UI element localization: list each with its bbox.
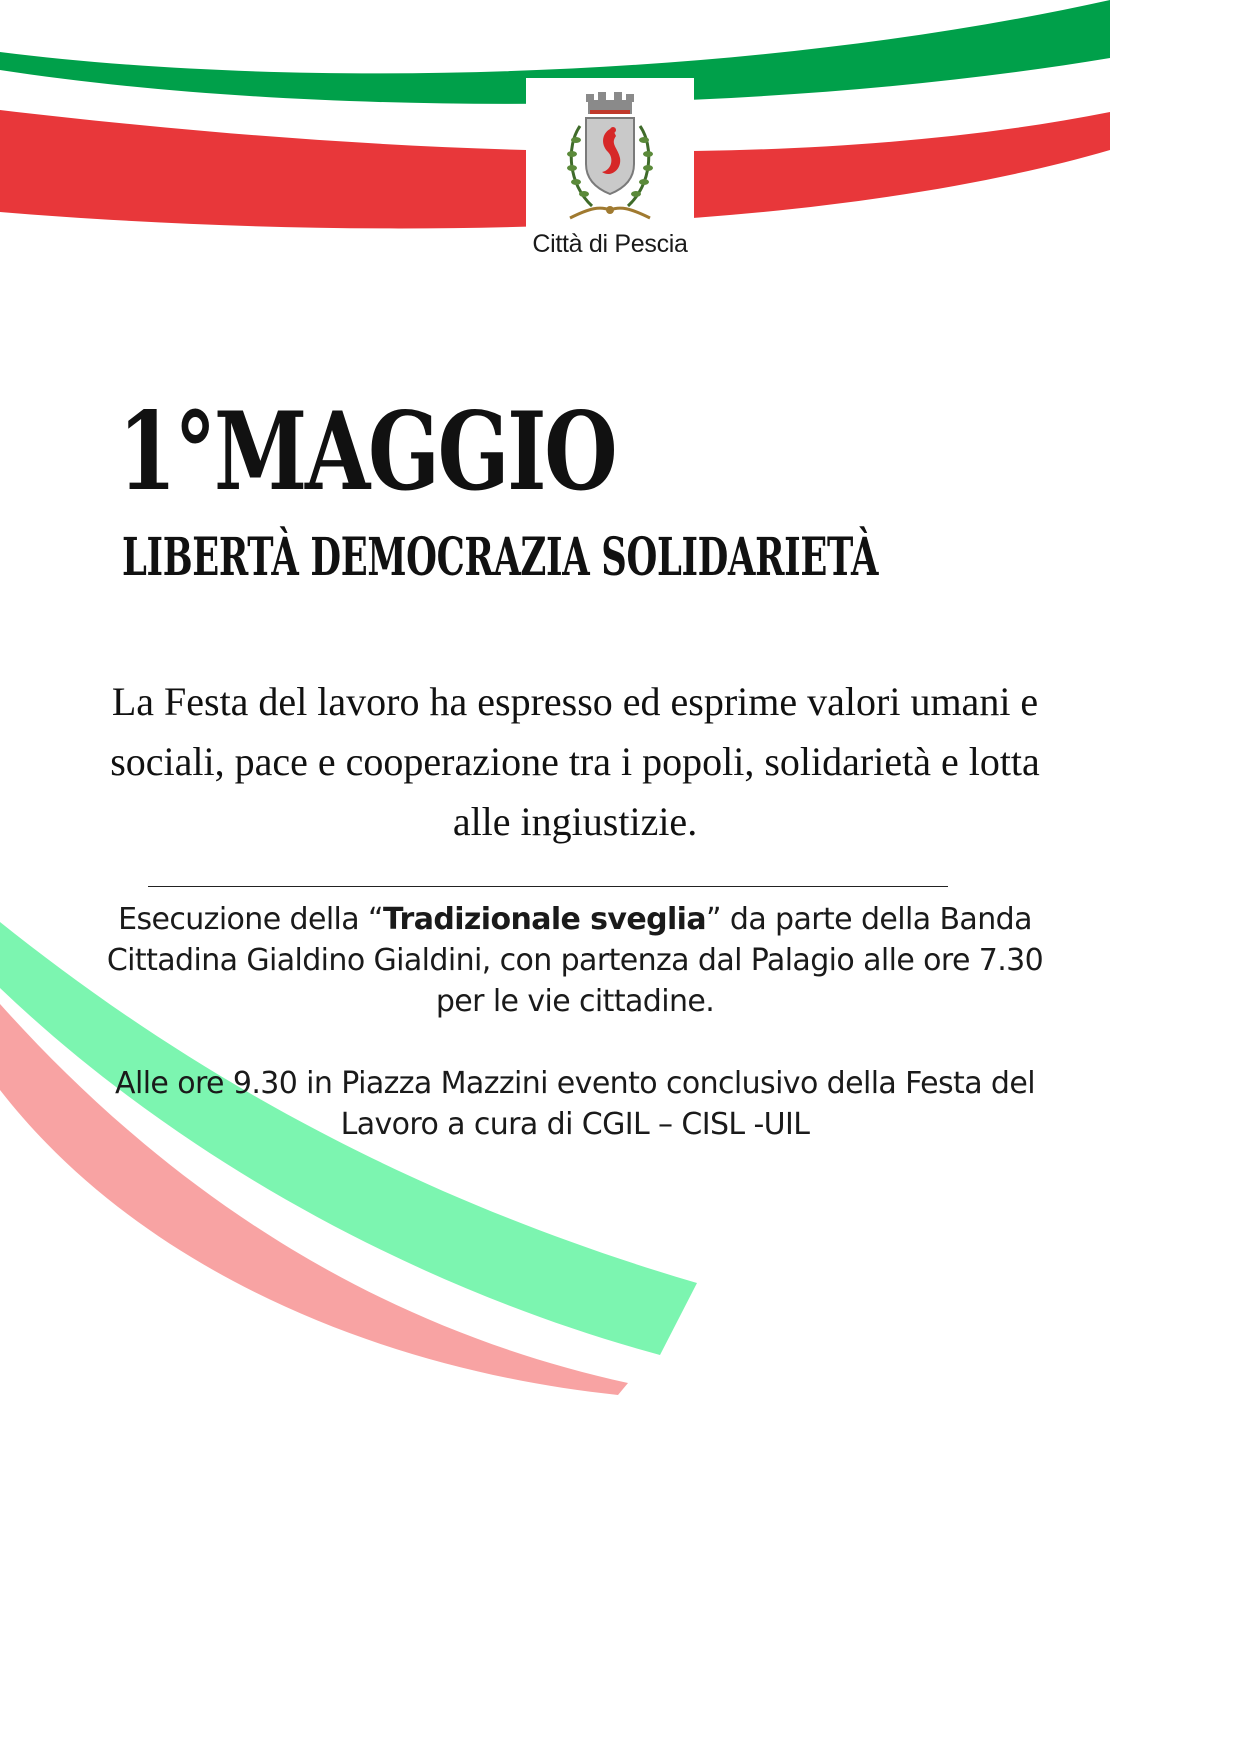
event-description-main: Alle ore 9.30 in Piazza Mazzini evento conclusivo della Festa del Lavoro a cura di CGIL – CISL -UIL (115, 1066, 1035, 1142)
page-title: 1°MAGGIO (118, 389, 616, 515)
event-highlight: Tradizionale sveglia (382, 902, 706, 937)
event-text-prefix: Esecuzione della “ (118, 902, 383, 937)
divider (148, 886, 948, 887)
page-subtitle: LIBERTÀ DEMOCRAZIA SOLIDARIETÀ (122, 527, 879, 588)
quote-text: La Festa del lavoro ha espresso ed esprime valori umani e sociali, pace e cooperazione tra i popoli, solidarietà e lotta alle ingiustizie. (110, 679, 1040, 844)
pescia-coat-of-arms-icon (540, 82, 680, 232)
city-emblem (526, 78, 694, 268)
city-name: Città di Pescia (532, 230, 688, 258)
event-text-suffix: ” da parte della Banda Cittadina Gialdino Gialdini, con partenza dal Palagio alle ore 7.30 per le vie cittadine. (106, 902, 1044, 1019)
event-description-morning (100, 899, 1050, 1022)
